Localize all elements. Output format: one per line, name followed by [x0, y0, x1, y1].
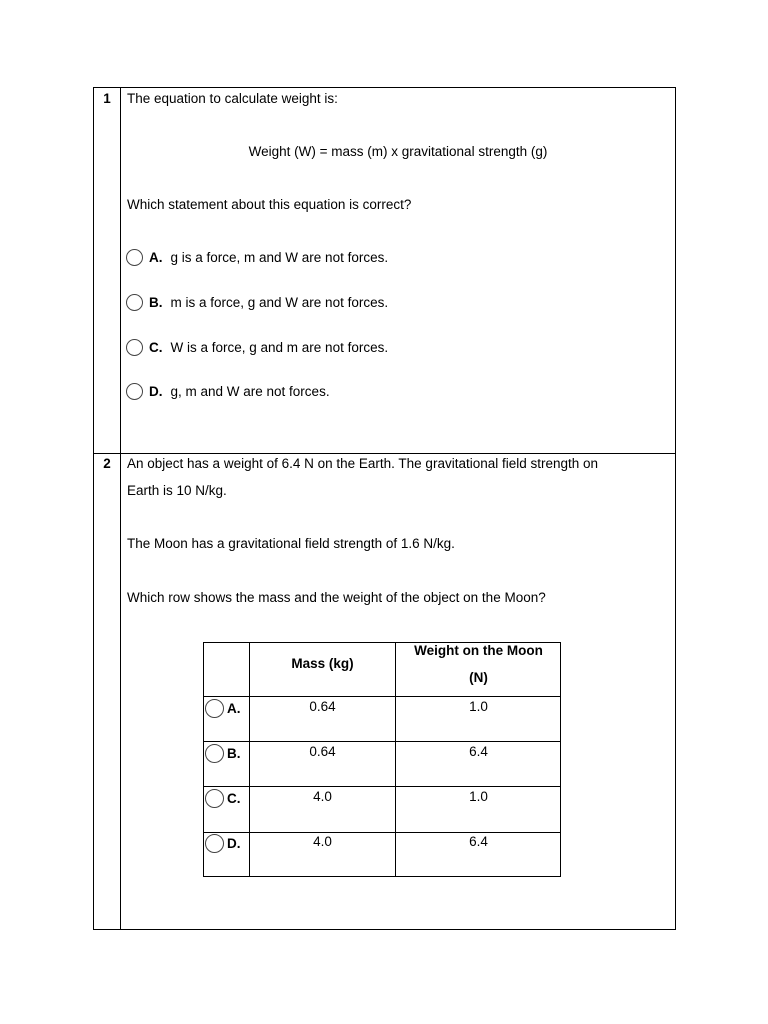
- header-divider: [204, 696, 560, 697]
- q1-option-d[interactable]: [126, 381, 330, 401]
- question-1-intro: The equation to calculate weight is:: [127, 91, 338, 106]
- question-2-moon-text: The Moon has a gravitational field strength of 1.6 N/kg.: [127, 536, 455, 551]
- row-letter: A.: [227, 701, 241, 716]
- question-2-line-1: An object has a weight of 6.4 N on the Earth. The gravitational field strength on: [127, 456, 599, 471]
- question-1-number: 1: [103, 91, 111, 106]
- column-header-weight-unit: (N): [469, 670, 488, 685]
- row-option-b[interactable]: [205, 744, 241, 763]
- q1-option-c[interactable]: [126, 337, 388, 357]
- mass-cell: 0.64: [309, 744, 336, 759]
- answer-table: [203, 642, 561, 877]
- question-2-number: 2: [103, 456, 111, 471]
- radio-button[interactable]: [126, 249, 143, 266]
- option-letter: B.: [149, 294, 163, 310]
- weight-cell: 1.0: [469, 699, 488, 714]
- row-divider: [204, 786, 560, 787]
- question-2-prompt: Which row shows the mass and the weight of the object on the Moon?: [127, 590, 546, 605]
- radio-button[interactable]: [205, 744, 224, 763]
- option-text: m is a force, g and W are not forces.: [170, 294, 389, 310]
- option-letter: C.: [149, 339, 163, 355]
- row-letter: C.: [227, 791, 241, 806]
- row-option-c[interactable]: [205, 789, 241, 808]
- option-text: g is a force, m and W are not forces.: [170, 249, 389, 265]
- number-column-divider: [120, 88, 121, 929]
- radio-button[interactable]: [205, 699, 224, 718]
- option-text: g, m and W are not forces.: [170, 383, 330, 399]
- question-1-prompt: Which statement about this equation is correct?: [127, 197, 412, 212]
- row-option-d[interactable]: [205, 834, 241, 853]
- row-divider: [204, 741, 560, 742]
- row-letter: D.: [227, 836, 241, 851]
- question-1-equation: Weight (W) = mass (m) x gravitational strength (g): [248, 144, 548, 159]
- weight-cell: 1.0: [469, 789, 488, 804]
- radio-button[interactable]: [126, 339, 143, 356]
- question-table: [93, 87, 676, 930]
- option-letter: D.: [149, 383, 163, 399]
- weight-cell: 6.4: [469, 744, 488, 759]
- option-text: W is a force, g and m are not forces.: [170, 339, 389, 355]
- mass-cell: 4.0: [313, 789, 332, 804]
- row-letter: B.: [227, 746, 241, 761]
- column-header-weight: Weight on the Moon: [414, 643, 543, 658]
- row-divider: [204, 832, 560, 833]
- radio-button[interactable]: [205, 789, 224, 808]
- mass-cell: 0.64: [309, 699, 336, 714]
- row-option-a[interactable]: [205, 699, 241, 718]
- q1-option-a[interactable]: [126, 247, 388, 267]
- radio-button[interactable]: [126, 294, 143, 311]
- mass-cell: 4.0: [313, 834, 332, 849]
- column-header-mass: Mass (kg): [291, 656, 354, 671]
- radio-button[interactable]: [205, 834, 224, 853]
- weight-cell: 6.4: [469, 834, 488, 849]
- row-divider: [94, 453, 675, 454]
- q1-option-b[interactable]: [126, 292, 388, 312]
- question-2-line-2: Earth is 10 N/kg.: [127, 483, 227, 498]
- option-letter: A.: [149, 249, 163, 265]
- radio-button[interactable]: [126, 383, 143, 400]
